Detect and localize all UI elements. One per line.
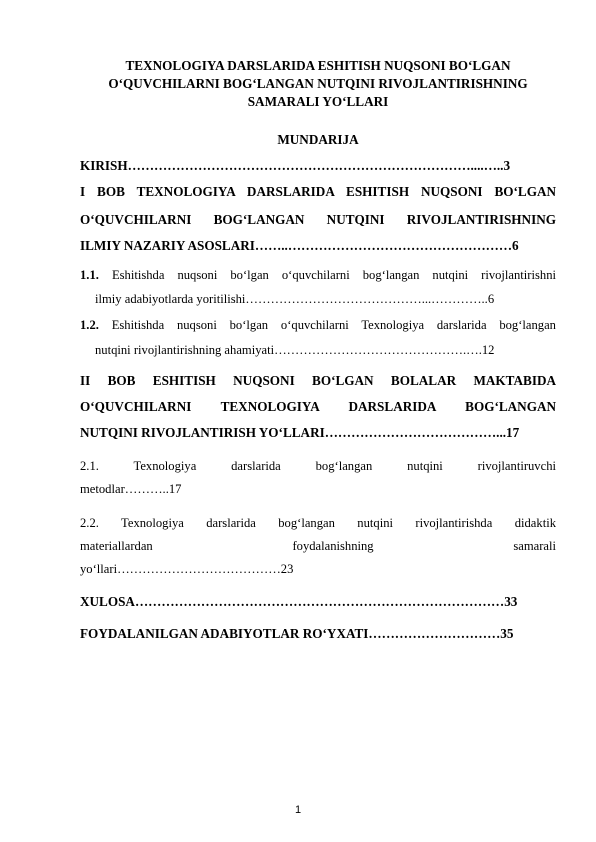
toc-chapter-2-line-1: II BOB ESHITISH NUQSONI BO‘LGAN BOLALAR MAKTABIDA: [80, 373, 556, 388]
title-line-2: O‘QUVCHILARNI BOG‘LANGAN NUTQINI RIVOJLANTIRISHNING: [108, 76, 528, 91]
toc-chapter-2-line-3: NUTQINI RIVOJLANTIRISH YO‘LLARI…………………………………...17: [80, 425, 520, 440]
toc-section-1-1-line-2: ilmiy adabiyotlarda yoritilishi……………………………………...…………..6: [95, 292, 495, 306]
toc-chapter-1-line-2: O‘QUVCHILARNI BOG‘LANGAN NUTQINI RIVOJLANTIRISHNING: [80, 212, 556, 227]
toc-entry-xulosa: XULOSA…………………………………………………………………………33: [80, 594, 518, 609]
title-line-1: TEXNOLOGIYA DARSLARIDA ESHITISH NUQSONI BO‘LGAN: [125, 58, 511, 73]
toc-entry-references: FOYDALANILGAN ADABIYOTLAR RO‘YXATI…………………………35: [80, 626, 514, 641]
page-number: 1: [294, 804, 302, 816]
toc-section-2-1-line-1: 2.1. Texnologiya darslarida bog‘langan nutqini rivojlantiruvchi: [80, 459, 556, 473]
toc-chapter-2-line-2: O‘QUVCHILARNI TEXNOLOGIYA DARSLARIDA BOG‘LANGAN: [80, 399, 556, 414]
section-number: 1.1.: [80, 268, 99, 282]
toc-section-2-2-line-2: materiallardan foydalanishning samarali: [80, 539, 556, 553]
toc-section-2-2-line-3: yo‘llari…………………………………23: [80, 562, 294, 576]
section-title: Eshitishda nuqsoni bo‘lgan o‘quvchilarni bog‘langan nutqini rivojlantirishni: [111, 268, 556, 282]
toc-chapter-1-line-1: I BOB TEXNOLOGIYA DARSLARIDA ESHITISH NUQSONI BO‘LGAN: [80, 184, 556, 199]
section-number: 1.2.: [80, 318, 99, 332]
toc-section-2-1-line-2: metodlar………..17: [80, 482, 182, 496]
toc-entry-kirish: KIRISH……………………………………………………………………....…..3: [80, 158, 511, 173]
section-title: Eshitishda nuqsoni bo‘lgan o‘quvchilarni Texnologiya darslarida bog‘langan: [111, 318, 556, 332]
title-line-3: SAMARALI YO‘LLARI: [247, 94, 389, 109]
toc-section-1-2-line-1: [80, 316, 556, 334]
toc-chapter-1-line-3: ILMIY NAZARIY ASOSLARI……..……………………………………………6: [80, 238, 519, 253]
document-title: [80, 57, 556, 111]
toc-section-2-2-line-1: 2.2. Texnologiya darslarida bog‘langan nutqini rivojlantirishda didaktik: [80, 516, 556, 530]
toc-section-1-1-line-1: [80, 266, 556, 284]
toc-section-1-2-line-2: nutqini rivojlantirishning ahamiyati……………………………………….….12: [95, 343, 495, 357]
contents-heading: MUNDARIJA: [277, 132, 359, 147]
